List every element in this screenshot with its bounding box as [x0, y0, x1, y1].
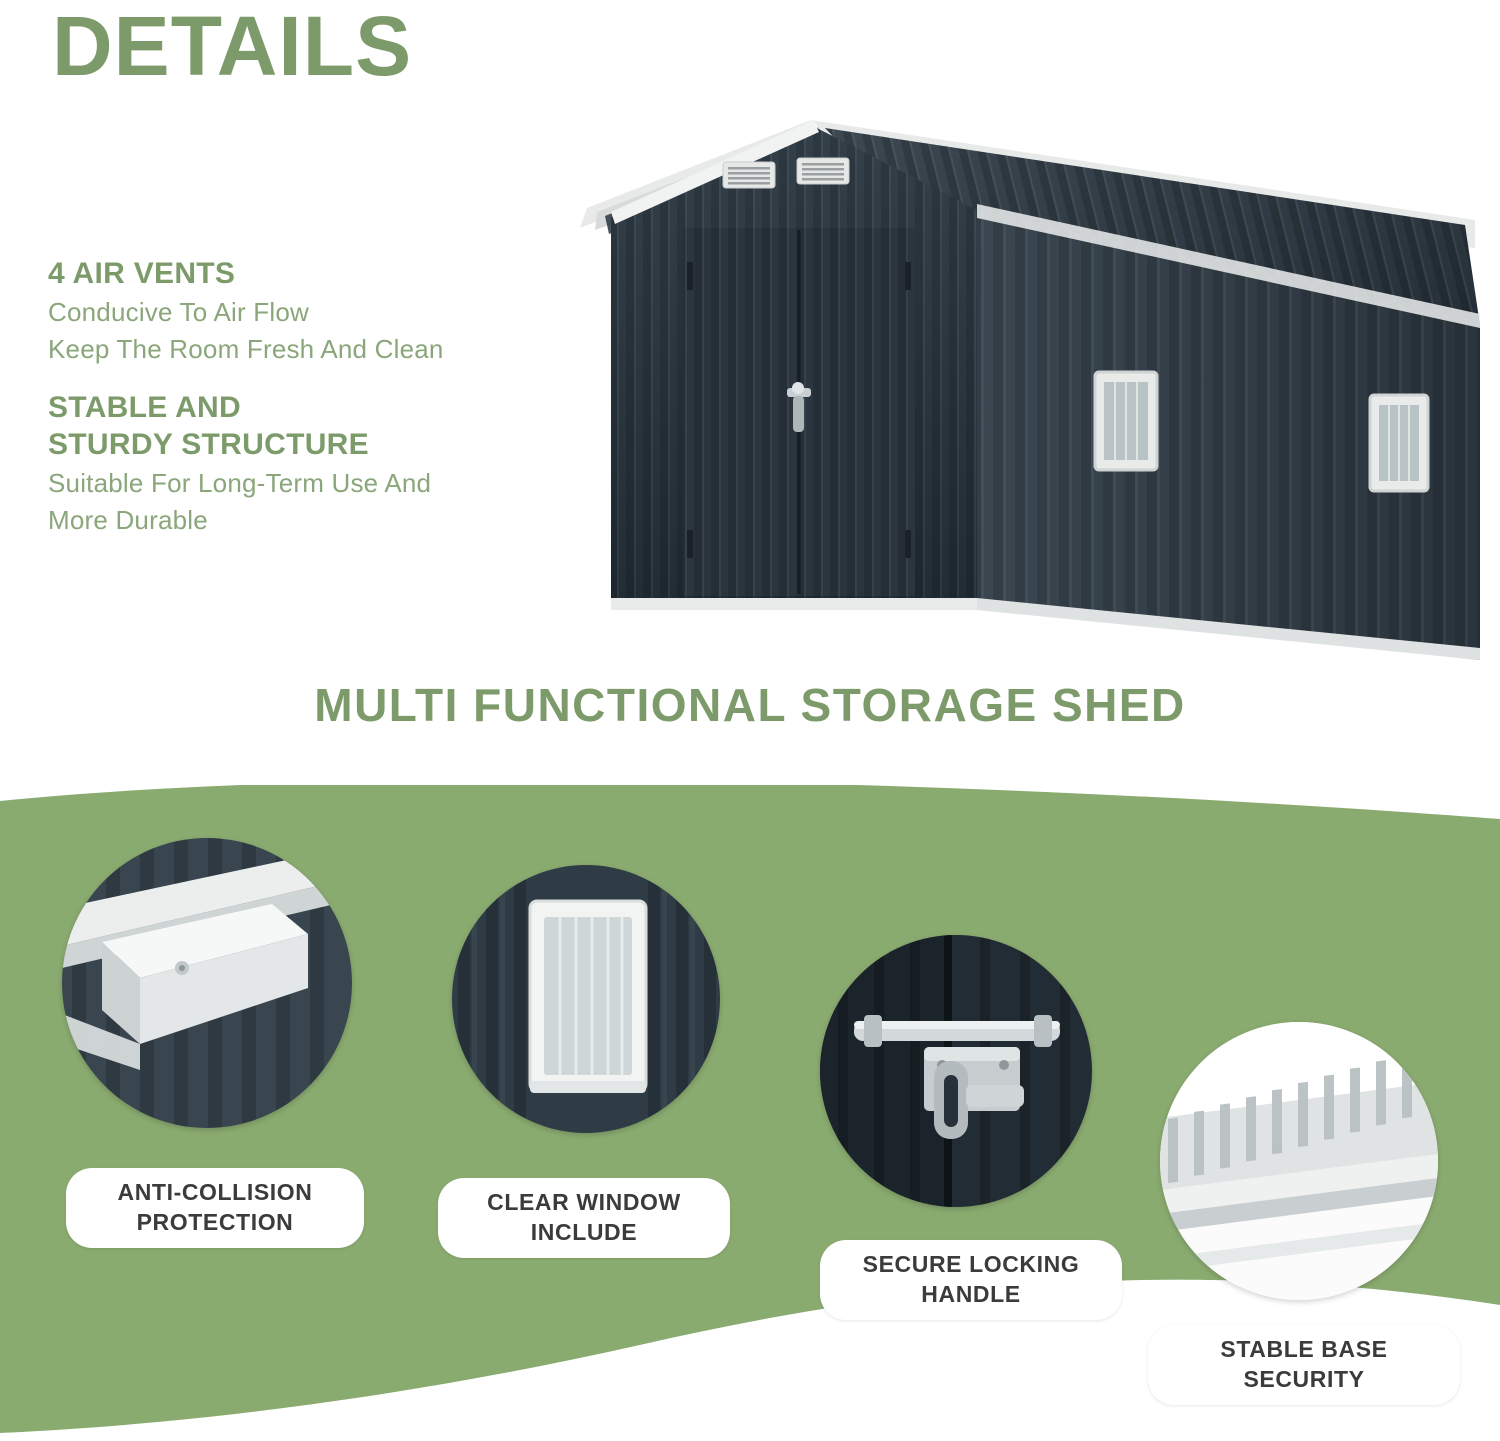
- caption-anti-collision-line1: ANTI-COLLISION: [117, 1179, 313, 1205]
- caption-stable-base-line2: SECURITY: [1243, 1365, 1365, 1392]
- detail-photo-anti-collision: [62, 838, 352, 1128]
- feature-sturdy-structure-title-line1: STABLE AND: [48, 390, 241, 424]
- feature-air-vents: [48, 255, 568, 367]
- caption-secure-locking-handle-line2: HANDLE: [921, 1280, 1021, 1307]
- caption-stable-base-line1: STABLE BASE: [1220, 1336, 1388, 1362]
- feature-sturdy-structure: [48, 389, 568, 538]
- feature-air-vents-title: 4 AIR VENTS: [48, 257, 236, 290]
- detail-photo-clear-window: [452, 865, 720, 1133]
- feature-sturdy-structure-desc-line1: Suitable For Long-Term Use And: [48, 467, 432, 498]
- caption-anti-collision: [66, 1168, 364, 1248]
- banner-title: MULTI FUNCTIONAL STORAGE SHED: [314, 679, 1186, 731]
- feature-air-vents-desc-line1: Conducive To Air Flow: [48, 296, 309, 327]
- caption-anti-collision-line2: PROTECTION: [136, 1208, 294, 1235]
- feature-sturdy-structure-title-line2: STURDY STRUCTURE: [48, 428, 369, 462]
- caption-stable-base: [1148, 1325, 1460, 1405]
- feature-air-vents-desc-line2: Keep The Room Fresh And Clean: [48, 333, 444, 364]
- caption-secure-locking-handle-line1: SECURE LOCKING: [862, 1251, 1080, 1277]
- storage-shed-hero-image: [575, 100, 1480, 660]
- detail-photo-stable-base: [1160, 1022, 1438, 1300]
- feature-sturdy-structure-desc-line2: More Durable: [48, 504, 208, 535]
- caption-clear-window-line1: CLEAR WINDOW: [487, 1189, 681, 1215]
- page-title: DETAILS: [52, 0, 413, 93]
- caption-secure-locking-handle: [820, 1240, 1122, 1320]
- caption-clear-window: [438, 1178, 730, 1258]
- caption-clear-window-line2: INCLUDE: [530, 1218, 638, 1245]
- feature-list: [48, 255, 568, 560]
- detail-photo-secure-locking-handle: [820, 935, 1092, 1207]
